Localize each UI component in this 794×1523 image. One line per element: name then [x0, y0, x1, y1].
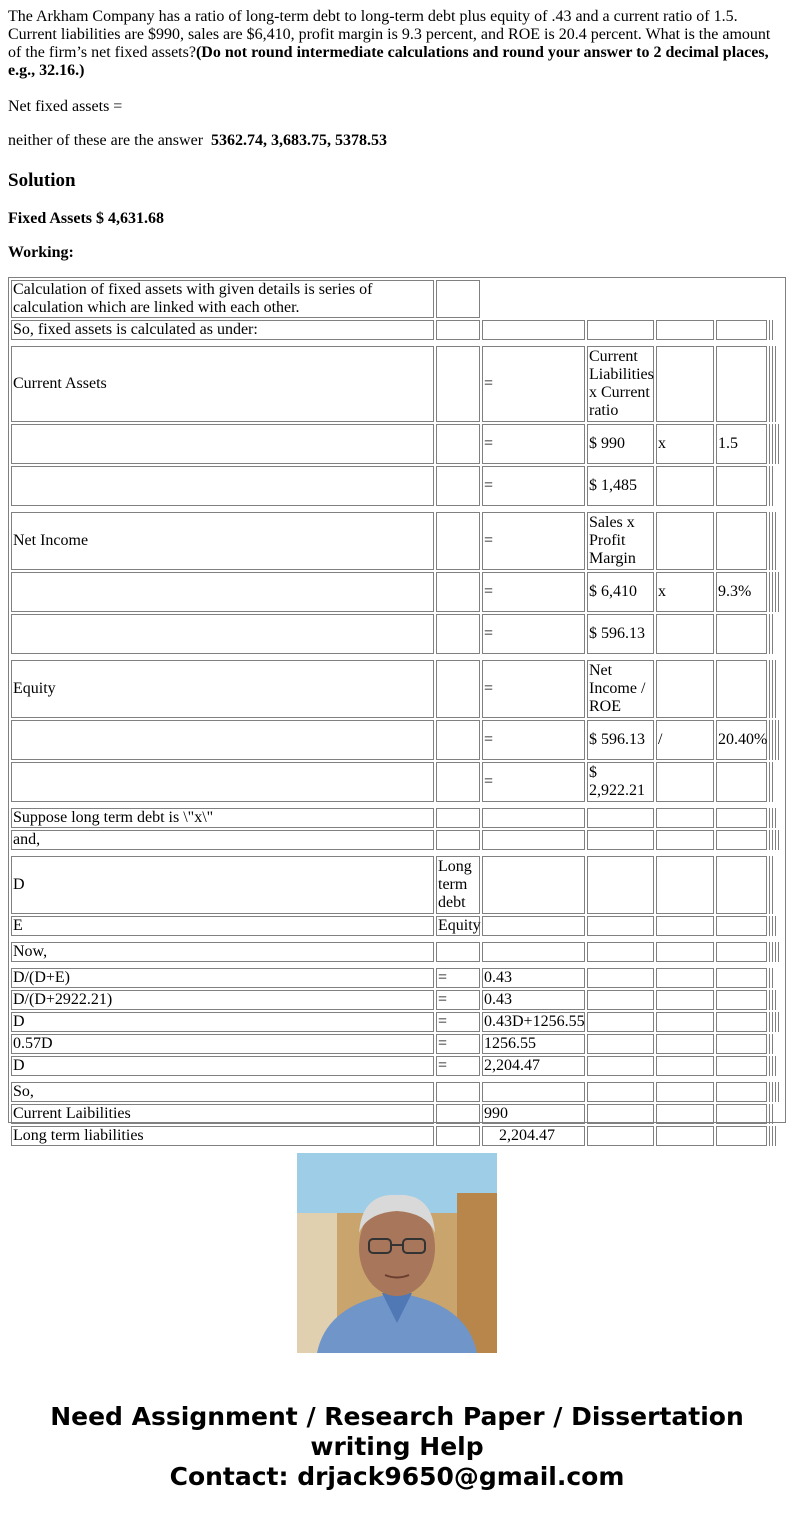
- table-cell: D/(D+2922.21): [11, 990, 434, 1010]
- table-cell: [482, 1082, 585, 1102]
- table-row: [11, 1054, 785, 1076]
- working-label: Working:: [8, 244, 74, 261]
- table-cell: $ 6,410: [587, 572, 654, 612]
- table-cell: =: [436, 1034, 480, 1054]
- table-cell: 2,204.47: [482, 1056, 585, 1076]
- table-border-bars: [769, 762, 775, 802]
- table-cell: [436, 720, 480, 760]
- table-cell: [587, 808, 654, 828]
- table-cell: [587, 942, 654, 962]
- table-row: [11, 940, 785, 962]
- table-row: [11, 806, 785, 828]
- table-border-bars: [769, 830, 781, 850]
- table-border-bars: [769, 968, 775, 988]
- table-border-bars: [769, 660, 778, 718]
- table-border-bars: [769, 614, 775, 654]
- table-cell: =: [482, 512, 585, 570]
- table-cell: [656, 1126, 714, 1146]
- table-cell: [436, 346, 480, 422]
- footer-banner: [0, 1402, 794, 1492]
- table-border-bars: [769, 572, 781, 612]
- table-cell: =: [482, 346, 585, 422]
- table-cell: [436, 808, 480, 828]
- table-cell: [656, 1034, 714, 1054]
- table-cell: =: [436, 1056, 480, 1076]
- table-cell: =: [482, 762, 585, 802]
- table-cell: [656, 856, 714, 914]
- table-intro-cell: Calculation of fixed assets with given details is series of calculation which are linked with each other.: [11, 280, 434, 318]
- table-cell: [716, 990, 767, 1010]
- table-cell: D: [11, 1056, 434, 1076]
- table-cell: =: [436, 990, 480, 1010]
- table-cell: [436, 280, 480, 318]
- table-row: [11, 344, 785, 422]
- table-border-bars: [769, 856, 775, 914]
- footer-contact-line: Contact: drjack9650@gmail.com: [169, 1462, 625, 1491]
- table-cell: =: [482, 614, 585, 654]
- table-cell: Current Laibilities: [11, 1104, 434, 1124]
- author-photo: [297, 1153, 497, 1353]
- table-cell: 2,204.47: [482, 1126, 585, 1146]
- table-cell: $ 2,922.21: [587, 762, 654, 802]
- table-cell: [656, 916, 714, 936]
- table-row: [11, 988, 785, 1010]
- table-cell: [11, 614, 434, 654]
- table-cell: Long term debt: [436, 856, 480, 914]
- table-row: [11, 318, 785, 340]
- document-body: [8, 8, 786, 278]
- table-cell: [587, 968, 654, 988]
- table-cell: Current Liabilities x Current ratio: [587, 346, 654, 422]
- table-cell: 0.57D: [11, 1034, 434, 1054]
- question-text: [8, 8, 786, 80]
- table-cell: [656, 614, 714, 654]
- table-border-bars: [769, 808, 778, 828]
- table-cell: [716, 808, 767, 828]
- table-cell: So, fixed assets is calculated as under:: [11, 320, 434, 340]
- table-border-bars: [769, 1126, 778, 1146]
- question-body: The Arkham Company has a ratio of long-term debt to long-term debt plus equity of .43 and a current ratio of 1.5. Current liabilities are $990, sales are $6,410, profit margin is 9.3 percent, and ROE is 20.4 percent. What is the amount of the firm’s net fixed assets?: [8, 8, 771, 61]
- table-cell: =: [436, 968, 480, 988]
- table-cell: /: [656, 720, 714, 760]
- table-cell: [11, 466, 434, 506]
- table-border-bars: [769, 720, 781, 760]
- table-cell: $ 596.13: [587, 614, 654, 654]
- table-cell: [482, 830, 585, 850]
- table-border-bars: [769, 512, 778, 570]
- table-row: [11, 828, 785, 850]
- table-border-bars: [769, 346, 778, 422]
- table-row: [11, 464, 785, 506]
- table-border-bars: [769, 1034, 775, 1054]
- table-cell: [716, 1126, 767, 1146]
- table-cell: [587, 1012, 654, 1032]
- fixed-assets-result: Fixed Assets $ 4,631.68: [8, 210, 164, 227]
- table-cell: =: [436, 1012, 480, 1032]
- table-cell: [436, 572, 480, 612]
- net-fixed-assets-label: Net fixed assets =: [8, 98, 123, 115]
- table-cell: E: [11, 916, 434, 936]
- table-cell: [716, 1056, 767, 1076]
- table-cell: [716, 512, 767, 570]
- table-row: [11, 1102, 785, 1124]
- table-cell: [587, 1104, 654, 1124]
- working-table: [8, 277, 786, 1144]
- table-cell: 20.40%: [716, 720, 767, 760]
- table-cell: So,: [11, 1082, 434, 1102]
- table-cell: $ 990: [587, 424, 654, 464]
- table-cell: [587, 1034, 654, 1054]
- table-cell: Now,: [11, 942, 434, 962]
- table-cell: [656, 808, 714, 828]
- table-cell: [482, 808, 585, 828]
- table-cell: D: [11, 856, 434, 914]
- table-cell: [587, 990, 654, 1010]
- footer-help-line: Need Assignment / Research Paper / Dissertation writing Help: [50, 1402, 744, 1461]
- table-border-bars: [769, 1104, 775, 1124]
- table-cell: [716, 614, 767, 654]
- table-row: [11, 1080, 785, 1102]
- table-row: [11, 658, 785, 718]
- table-row: [11, 1124, 785, 1146]
- table-cell: [11, 720, 434, 760]
- table-cell: Net Income / ROE: [587, 660, 654, 718]
- table-row: [11, 718, 785, 760]
- table-border-bars: [769, 916, 778, 936]
- table-cell: [436, 660, 480, 718]
- table-cell: [587, 830, 654, 850]
- table-cell: and,: [11, 830, 434, 850]
- options-prefix: neither of these are the answer: [8, 132, 204, 149]
- answer-options: [8, 132, 786, 150]
- table-cell: Suppose long term debt is \"x\": [11, 808, 434, 828]
- table-cell: [436, 424, 480, 464]
- table-cell: [716, 830, 767, 850]
- table-cell: 9.3%: [716, 572, 767, 612]
- table-cell: [656, 1012, 714, 1032]
- table-cell: =: [482, 572, 585, 612]
- table-cell: [436, 942, 480, 962]
- rounding-note: (Do not round intermediate calculations and round your answer to 2 decimal places, e.g., 32.16.): [8, 44, 769, 79]
- table-cell: [436, 1104, 480, 1124]
- table-cell: [656, 320, 714, 340]
- table-row: [11, 570, 785, 612]
- table-cell: [656, 1056, 714, 1076]
- table-cell: 0.43D+1256.55: [484, 1013, 585, 1030]
- table-border-bars: [769, 1012, 781, 1032]
- table-cell: [436, 320, 480, 340]
- table-cell: [587, 1082, 654, 1102]
- table-cell: [587, 1126, 654, 1146]
- table-cell: [587, 320, 654, 340]
- table-cell: [11, 424, 434, 464]
- table-cell: Long term liabilities: [11, 1126, 434, 1146]
- table-cell: [436, 830, 480, 850]
- table-border-bars: [769, 942, 781, 962]
- table-cell: [587, 1056, 654, 1076]
- solution-heading: Solution: [8, 170, 76, 191]
- table-cell: Net Income: [11, 512, 434, 570]
- table-cell: [656, 1082, 714, 1102]
- table-cell: x: [656, 424, 714, 464]
- table-cell: [656, 1104, 714, 1124]
- table-cell: [587, 916, 654, 936]
- table-cell: =: [482, 424, 585, 464]
- table-cell: =: [482, 720, 585, 760]
- table-cell: [436, 466, 480, 506]
- table-row: [11, 914, 785, 936]
- table-cell: [436, 1126, 480, 1146]
- table-cell: [656, 762, 714, 802]
- table-cell: [656, 990, 714, 1010]
- table-cell: Equity: [438, 917, 481, 934]
- table-row: [11, 612, 785, 654]
- table-cell: [716, 762, 767, 802]
- table-border-bars: [769, 1082, 781, 1102]
- table-cell: [656, 466, 714, 506]
- table-cell: D/(D+E): [11, 968, 434, 988]
- table-row: [11, 760, 785, 802]
- table-cell: [656, 968, 714, 988]
- table-cell: [716, 856, 767, 914]
- table-row: [11, 422, 785, 464]
- options-values: 5362.74, 3,683.75, 5378.53: [211, 132, 388, 149]
- table-cell: =: [482, 466, 585, 506]
- table-cell: x: [656, 572, 714, 612]
- table-cell: =: [482, 660, 585, 718]
- table-cell: [716, 916, 767, 936]
- table-cell: $ 1,485: [587, 466, 654, 506]
- table-cell: [716, 1104, 767, 1124]
- table-cell: [716, 942, 767, 962]
- table-cell: [436, 512, 480, 570]
- table-cell: [716, 466, 767, 506]
- table-row: [11, 1010, 785, 1032]
- table-cell: 1256.55: [482, 1034, 585, 1054]
- table-cell: 990: [482, 1104, 585, 1124]
- table-cell: [436, 1082, 480, 1102]
- table-cell: 0.43: [482, 968, 585, 988]
- author-portrait-image: [297, 1153, 497, 1353]
- table-cell: [716, 968, 767, 988]
- table-cell: [436, 614, 480, 654]
- table-cell: $ 596.13: [587, 720, 654, 760]
- table-cell: [716, 1034, 767, 1054]
- table-cell: Equity: [11, 660, 434, 718]
- table-cell: [716, 320, 767, 340]
- table-cell: Sales x Profit Margin: [587, 512, 654, 570]
- table-cell: [587, 856, 654, 914]
- table-cell: [11, 572, 434, 612]
- table-cell: [436, 762, 480, 802]
- table-cell: [482, 856, 585, 914]
- table-cell: [656, 660, 714, 718]
- table-cell: [656, 942, 714, 962]
- table-cell: [656, 512, 714, 570]
- table-cell: 0.43: [482, 990, 585, 1010]
- table-cell: Current Assets: [11, 346, 434, 422]
- table-cell: [482, 942, 585, 962]
- table-cell: [716, 346, 767, 422]
- table-cell: D: [11, 1012, 434, 1032]
- table-row: [11, 1032, 785, 1054]
- table-border-bars: [769, 990, 778, 1010]
- table-border-bars: [769, 1056, 778, 1076]
- table-row: [11, 966, 785, 988]
- table-cell: 1.5: [716, 424, 767, 464]
- table-cell: [656, 346, 714, 422]
- table-cell: [716, 1012, 767, 1032]
- table-row: [11, 854, 785, 914]
- table-cell: [482, 320, 585, 340]
- table-row: [11, 510, 785, 570]
- table-cell: [716, 1082, 767, 1102]
- table-cell: [11, 762, 434, 802]
- table-border-bars: [769, 320, 775, 340]
- table-border-bars: [769, 424, 781, 464]
- table-border-bars: [769, 466, 775, 506]
- table-cell: [656, 830, 714, 850]
- table-cell: [716, 660, 767, 718]
- table-cell: [482, 916, 585, 936]
